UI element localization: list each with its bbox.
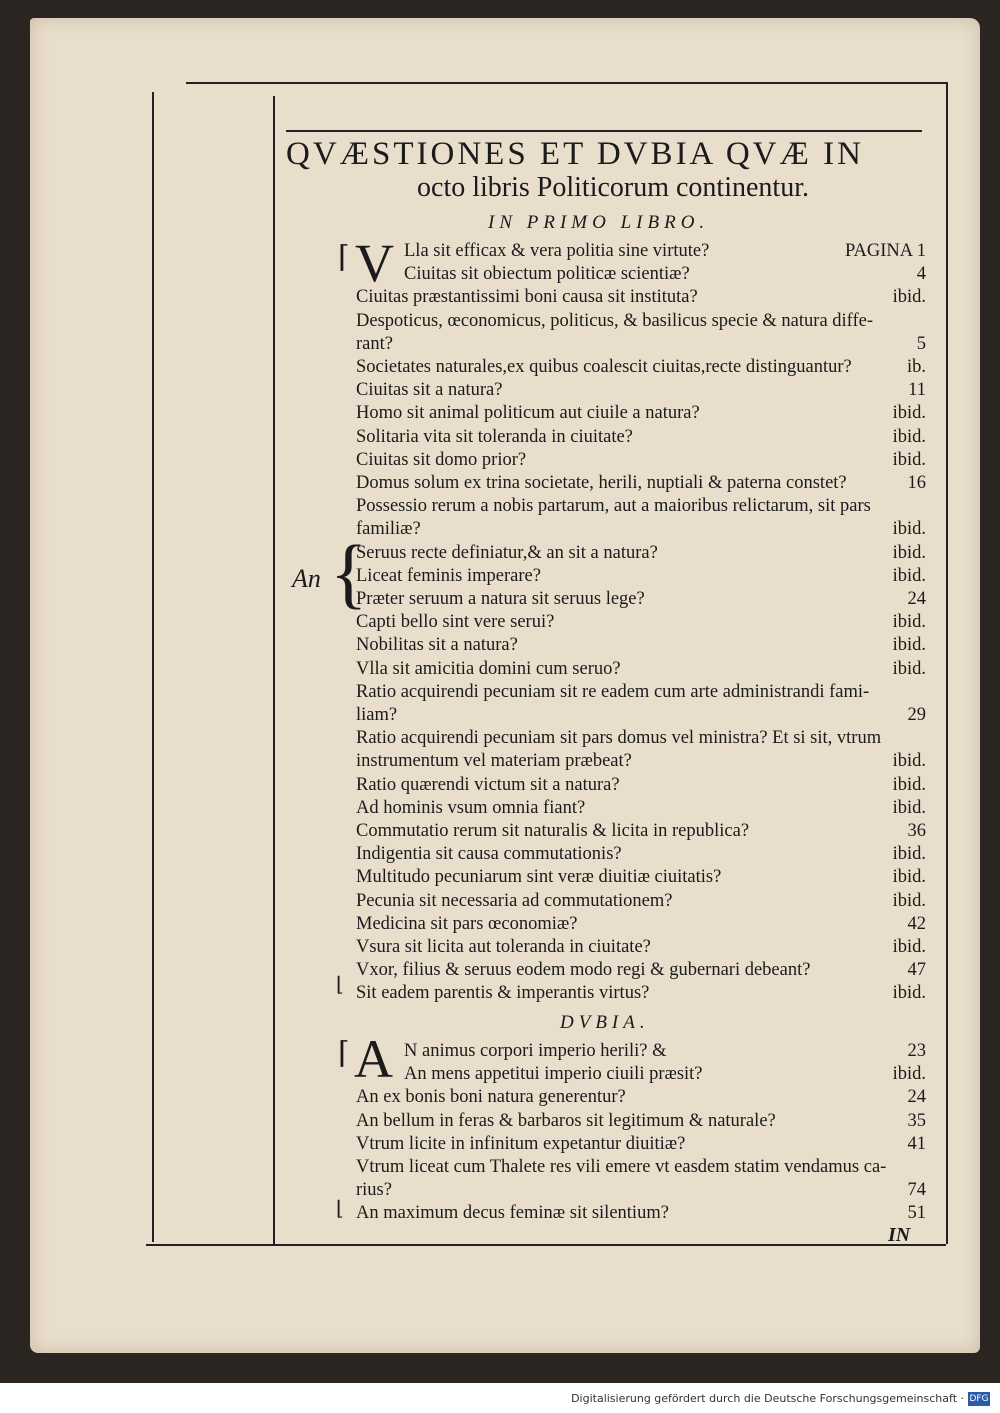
toc-entry bbox=[356, 797, 926, 819]
toc-entry bbox=[356, 1110, 926, 1132]
entry-page: ibid. bbox=[892, 635, 926, 656]
entry-text: An ex bonis boni natura generentur? bbox=[356, 1087, 626, 1108]
entry-page: ibid. bbox=[892, 519, 926, 540]
entry-text: Vtrum liceat cum Thalete res vili emere vt easdem statim vendamus ca- bbox=[356, 1157, 887, 1177]
toc-entry bbox=[356, 681, 926, 703]
toc-entry bbox=[356, 774, 926, 796]
toc-entry bbox=[356, 310, 926, 332]
footer-bar bbox=[0, 1383, 1000, 1413]
entry-text: liam? bbox=[356, 705, 398, 725]
entry-page: 29 bbox=[907, 705, 926, 725]
toc-entry bbox=[356, 843, 926, 865]
entry-page: 11 bbox=[908, 380, 926, 401]
entry-text: Ad hominis vsum omnia fiant? bbox=[356, 797, 586, 818]
toc-entry bbox=[356, 518, 926, 540]
toc-entry bbox=[356, 333, 926, 355]
entry-text: rius? bbox=[356, 1180, 392, 1201]
entry-text: Multitudo pecuniarum sint veræ diuitiæ ciuitatis? bbox=[356, 867, 722, 888]
entry-text: Ciuitas sit domo prior? bbox=[356, 449, 527, 470]
toc-entry bbox=[356, 495, 926, 517]
entry-page: ibid. bbox=[892, 612, 926, 633]
entry-text: An maximum decus feminæ sit silentium? bbox=[356, 1203, 669, 1224]
toc-entry bbox=[356, 1202, 926, 1224]
entry-text: Præter seruum a natura sit seruus lege? bbox=[356, 589, 645, 609]
toc-entry bbox=[404, 263, 926, 285]
entry-text: N animus corpori imperio herili? & bbox=[404, 1041, 667, 1061]
open-bracket: ⌈ bbox=[338, 241, 350, 274]
entry-page: 74 bbox=[907, 1180, 926, 1201]
entry-page: ibid. bbox=[892, 797, 926, 818]
entry-page: ibid. bbox=[892, 449, 926, 470]
open-bracket-2: ⌈ bbox=[338, 1037, 350, 1070]
toc-entry bbox=[356, 658, 926, 680]
right-margin-rule bbox=[946, 84, 948, 1244]
entry-text: Vlla sit amicitia domini cum seruo? bbox=[356, 658, 621, 679]
dropcap-v: V bbox=[355, 233, 394, 293]
toc-entry bbox=[356, 1156, 926, 1178]
toc-entry bbox=[356, 449, 926, 471]
entry-page: 5 bbox=[916, 333, 926, 354]
entry-text: Ciuitas sit a natura? bbox=[356, 380, 503, 401]
toc-entry bbox=[356, 913, 926, 935]
inner-margin-rule bbox=[273, 96, 275, 1246]
entry-text: Commutatio rerum sit naturalis & licita in republica? bbox=[356, 821, 750, 841]
toc-entry bbox=[356, 542, 926, 564]
entry-page: ibid. bbox=[892, 983, 926, 1004]
toc-entry bbox=[356, 866, 926, 888]
entry-text: An mens appetitui imperio ciuili præsit? bbox=[404, 1064, 703, 1085]
toc-entry bbox=[356, 565, 926, 587]
toc-entry bbox=[404, 1040, 926, 1062]
entry-page: 36 bbox=[907, 821, 926, 841]
close-bracket-1: ⌊ bbox=[336, 974, 344, 996]
entry-text: Domus solum ex trina societate, herili, nuptiali & paterna constet? bbox=[356, 473, 847, 493]
toc-entry bbox=[356, 1086, 926, 1108]
entry-text: An bellum in feras & barbaros sit legitimum & naturale? bbox=[356, 1110, 776, 1131]
toc-entry bbox=[356, 1133, 926, 1155]
entry-page: 51 bbox=[907, 1203, 926, 1224]
toc-entry bbox=[356, 959, 926, 981]
entry-text: Societates naturales,ex quibus coalescit ciuitas,recte distinguantur? bbox=[356, 357, 852, 377]
dropcap-a: A bbox=[354, 1029, 393, 1089]
entry-page: 41 bbox=[907, 1133, 926, 1154]
entry-page: ibid. bbox=[892, 1064, 926, 1085]
entry-text: Solitaria vita sit toleranda in ciuitate? bbox=[356, 426, 633, 447]
toc-entry bbox=[356, 286, 926, 308]
entry-text: Capti bello sint vere serui? bbox=[356, 612, 555, 633]
an-label: An bbox=[292, 564, 321, 593]
toc-entry bbox=[356, 426, 926, 448]
entry-text: Ratio quærendi victum sit a natura? bbox=[356, 774, 620, 795]
dfg-logo: DFG bbox=[969, 1394, 989, 1404]
entry-page: ibid. bbox=[892, 403, 926, 424]
toc-entry bbox=[356, 611, 926, 633]
entry-page: 42 bbox=[907, 913, 926, 934]
entry-text: Ratio acquirendi pecuniam sit pars domus vel ministra? Et si sit, vtrum bbox=[356, 728, 882, 749]
page-title: QVÆSTIONES ET DVBIA QVÆ IN bbox=[286, 136, 864, 172]
entry-text: Possessio rerum a nobis partarum, aut a maioribus relictarum, sit pars bbox=[356, 496, 871, 517]
entry-page: 4 bbox=[916, 264, 926, 285]
entry-text: Sit eadem parentis & imperantis virtus? bbox=[356, 983, 650, 1004]
entry-page: ibid. bbox=[892, 774, 926, 795]
entry-text: Lla sit efficax & vera politia sine virtute? bbox=[404, 241, 710, 261]
toc-entry bbox=[356, 472, 926, 494]
entry-page: ibid. bbox=[892, 937, 926, 957]
entry-page: ibid. bbox=[892, 844, 926, 865]
entry-page: 35 bbox=[907, 1110, 926, 1131]
toc-entry bbox=[356, 588, 926, 610]
an-brace: { bbox=[330, 529, 368, 616]
entry-text: Indigentia sit causa commutationis? bbox=[356, 844, 622, 865]
bottom-rule bbox=[146, 1244, 946, 1246]
entry-text: Vsura sit licita aut toleranda in ciuitate? bbox=[356, 937, 651, 957]
toc-entry bbox=[404, 240, 926, 262]
entry-page: 23 bbox=[907, 1041, 926, 1061]
toc-entry bbox=[356, 356, 926, 378]
toc-entry bbox=[356, 1179, 926, 1201]
entry-page: ibid. bbox=[892, 287, 926, 308]
entry-text: Medicina sit pars œconomiæ? bbox=[356, 913, 578, 934]
toc-entry bbox=[356, 890, 926, 912]
toc-entry bbox=[356, 820, 926, 842]
entry-text: Ratio acquirendi pecuniam sit re eadem cum arte administrandi fami- bbox=[356, 681, 870, 702]
footer-credit: Digitalisierung gefördert durch die Deutsche Forschungsgemeinschaft · bbox=[571, 1392, 964, 1405]
toc-entry bbox=[356, 634, 926, 656]
top-rule bbox=[186, 82, 948, 84]
entry-text: instrumentum vel materiam præbeat? bbox=[356, 751, 632, 772]
entry-text: Despoticus, œconomicus, politicus, & basilicus specie & natura diffe- bbox=[356, 310, 874, 331]
toc-entry bbox=[356, 402, 926, 424]
entry-page: ibid. bbox=[892, 751, 926, 772]
entry-page: ib. bbox=[906, 357, 926, 377]
entry-text: Liceat feminis imperare? bbox=[356, 565, 541, 586]
entry-text: familiæ? bbox=[356, 519, 421, 540]
entry-text: Vxor, filius & seruus eodem modo regi & gubernari debeant? bbox=[356, 960, 811, 981]
entry-page: 24 bbox=[907, 1087, 926, 1108]
entry-text: rant? bbox=[356, 333, 393, 354]
section-heading-primo-libro: IN PRIMO LIBRO. bbox=[488, 212, 710, 233]
toc-entry bbox=[356, 379, 926, 401]
entry-page: 16 bbox=[907, 473, 926, 493]
entry-text: Ciuitas præstantissimi boni causa sit instituta? bbox=[356, 287, 698, 308]
entry-text: Homo sit animal politicum aut ciuile a natura? bbox=[356, 403, 700, 424]
entry-text: Pecunia sit necessaria ad commutationem? bbox=[356, 890, 673, 911]
entry-page: 47 bbox=[907, 960, 926, 981]
entry-page: ibid. bbox=[892, 890, 926, 911]
toc-entry bbox=[356, 936, 926, 958]
entry-page: ibid. bbox=[892, 565, 926, 586]
toc-entry bbox=[356, 727, 926, 749]
entry-page: ibid. bbox=[892, 658, 926, 679]
page-subtitle: octo libris Politicorum continentur. bbox=[417, 172, 809, 203]
left-margin-rule bbox=[152, 92, 154, 1242]
entry-text: Ciuitas sit obiectum politicæ scientiæ? bbox=[404, 264, 690, 285]
entry-text: Vtrum licite in infinitum expetantur diuitiæ? bbox=[356, 1133, 686, 1154]
toc-entry bbox=[356, 704, 926, 726]
title-rule bbox=[286, 130, 922, 132]
entry-page: 24 bbox=[907, 589, 926, 609]
toc-entry bbox=[404, 1063, 926, 1085]
section-heading-dubia: DVBIA. bbox=[560, 1012, 650, 1033]
toc-entry bbox=[356, 750, 926, 772]
entry-page: PAGINA 1 bbox=[844, 241, 926, 261]
entry-page: ibid. bbox=[892, 426, 926, 447]
entry-page: ibid. bbox=[892, 542, 926, 563]
entry-page: ibid. bbox=[892, 867, 926, 888]
close-bracket-2: ⌊ bbox=[336, 1198, 344, 1220]
catchword: IN bbox=[888, 1224, 911, 1246]
toc-entry bbox=[356, 982, 926, 1004]
entry-text: Seruus recte definiatur,& an sit a natura? bbox=[356, 542, 658, 563]
entry-text: Nobilitas sit a natura? bbox=[356, 635, 518, 656]
